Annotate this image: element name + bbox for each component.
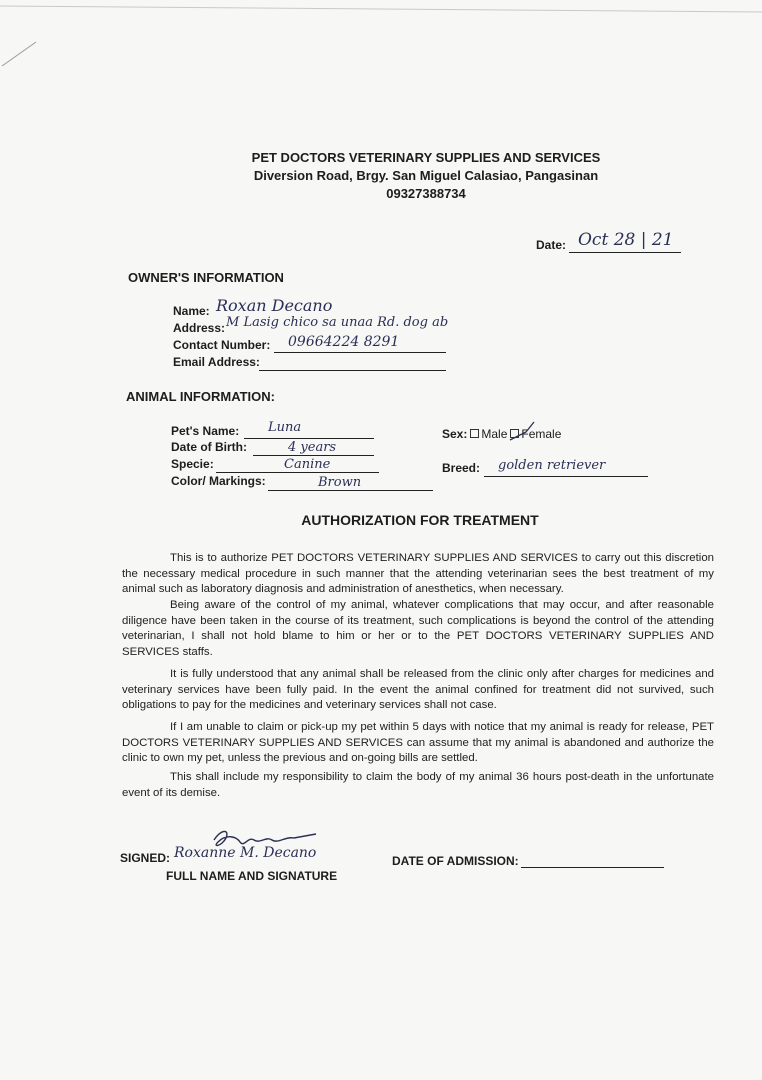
date-value[interactable]: Oct 28 | 21	[578, 230, 674, 250]
authorization-paragraph-5	[122, 770, 714, 801]
business-phone: 09327388734	[386, 186, 466, 201]
date-of-birth-label: Date of Birth:	[171, 440, 247, 454]
signed-value[interactable]: Roxanne M. Decano	[174, 845, 317, 861]
authorization-paragraph-2	[122, 598, 714, 660]
contact-number-line	[274, 352, 446, 353]
authorization-paragraph-2-text: Being aware of the control of my animal, whatever complications that may occur, and after reasonable diligence have been taken in the course of its treatment, such complications is beyond the control of the attending veterinarian, I shall not hold blame to him or her or to the PET DOCTORS VETERINARY SUPPLIES AND SERVICES staffs.	[122, 599, 714, 658]
breed-label: Breed:	[442, 461, 481, 475]
signed-label: SIGNED:	[120, 851, 171, 865]
business-address: Diversion Road, Brgy. San Miguel Calasiao, Pangasinan	[253, 168, 599, 183]
pet-name-label: Pet's Name:	[171, 424, 240, 438]
email-address-label: Email Address:	[173, 355, 260, 369]
sex-female-option: Female	[521, 427, 562, 441]
specie-value[interactable]: Canine	[284, 457, 331, 472]
date-of-birth-value[interactable]: 4 years	[288, 440, 337, 455]
owner-address-label: Address:	[173, 321, 226, 335]
color-markings-value[interactable]: Brown	[318, 475, 362, 490]
authorization-paragraph-3-text: It is fully understood that any animal shall be released from the clinic only after charges for medicines and veterinary services have been fully paid. In the event the animal confined for treatment did not survived, such obligations to pay for the medicines and veterinary services shall not case.	[122, 668, 714, 712]
contact-number-value[interactable]: 09664224 8291	[288, 334, 400, 350]
authorization-paragraph-4-text: If I am unable to claim or pick-up my pet within 5 days with notice that my animal is ready for release, PET DOCTORS VETERINARY SUPPLIES AND SERVICES can assume that my animal is abandoned and authorize the clinic to own my pet, unless the previous and on-going bills are settled.	[122, 721, 714, 765]
email-address-line[interactable]	[259, 370, 446, 371]
specie-label: Specie:	[171, 457, 214, 471]
specie-line	[216, 472, 379, 473]
contact-number-label: Contact Number:	[173, 338, 271, 352]
date-of-admission-label: DATE OF ADMISSION:	[392, 854, 519, 868]
sex-male-checkbox[interactable]	[470, 429, 479, 438]
authorization-paragraph-5-text: This shall include my responsibility to claim the body of my animal 36 hours post-death in the unfortunate event of its demise.	[122, 771, 714, 799]
business-name: PET DOCTORS VETERINARY SUPPLIES AND SERVICES	[251, 150, 601, 165]
pet-name-value[interactable]: Luna	[268, 420, 302, 435]
owner-name-label: Name:	[173, 304, 210, 318]
color-markings-line	[268, 490, 433, 491]
date-label: Date:	[536, 238, 567, 252]
authorization-title: AUTHORIZATION FOR TREATMENT	[301, 512, 539, 528]
owner-section-title: OWNER'S INFORMATION	[128, 270, 284, 285]
sex-label: Sex:	[442, 427, 468, 441]
sex-field[interactable]	[442, 427, 561, 441]
date-of-admission-line[interactable]	[521, 867, 664, 868]
owner-address-value[interactable]: M Lasig chico sa unaa Rd. dog ab	[226, 315, 449, 330]
owner-name-value[interactable]: Roxan Decano	[216, 296, 333, 315]
authorization-paragraph-1	[122, 551, 714, 598]
sex-female-checkbox[interactable]	[510, 429, 519, 438]
color-markings-label: Color/ Markings:	[171, 474, 266, 488]
authorization-paragraph-4	[122, 720, 714, 767]
sex-male-option: Male	[481, 427, 508, 441]
authorization-paragraph-3	[122, 667, 714, 714]
scan-edge-marks	[0, 0, 762, 120]
breed-value[interactable]: golden retriever	[498, 458, 606, 473]
date-of-birth-line	[253, 455, 374, 456]
breed-line	[484, 476, 648, 477]
animal-section-title: ANIMAL INFORMATION:	[126, 389, 275, 404]
full-name-signature-label: FULL NAME AND SIGNATURE	[166, 869, 338, 883]
authorization-paragraph-1-text: This is to authorize PET DOCTORS VETERINARY SUPPLIES AND SERVICES to carry out this discretion the necessary medical procedure in such manner that the attending veterinarian sees the best treatment of my animal such as laboratory diagnosis and administration of anesthetics, when necessary.	[122, 552, 714, 596]
pet-name-line	[244, 438, 374, 439]
date-line	[569, 252, 681, 253]
